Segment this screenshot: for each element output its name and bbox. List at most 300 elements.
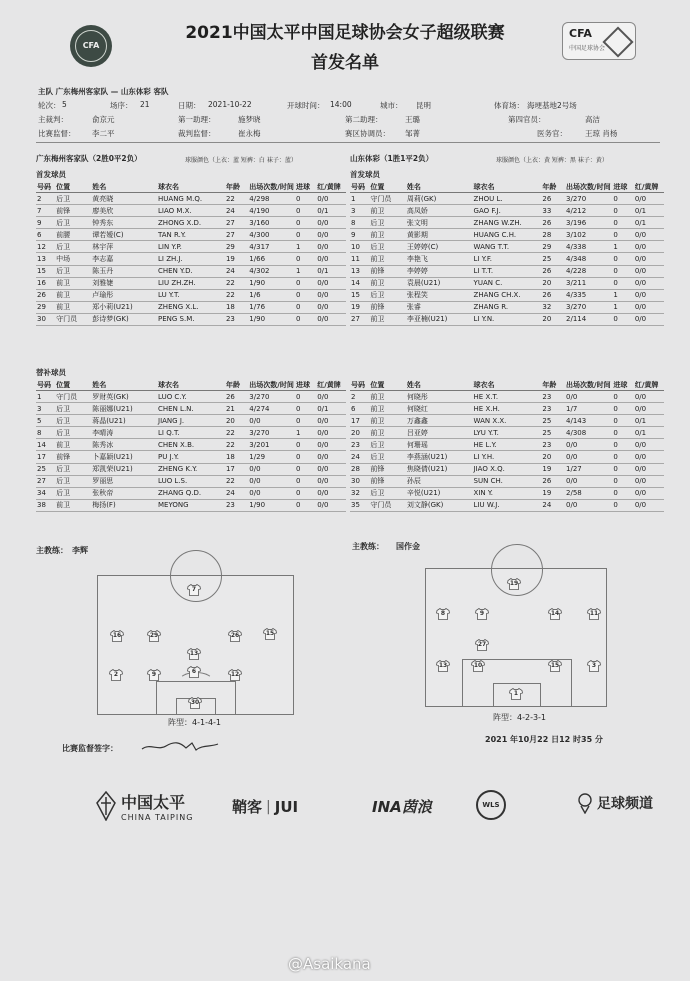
table-row [350,289,664,301]
player-shirt-icon [109,669,123,681]
table-cell: SUN CH. [473,475,542,487]
home-starters-table [36,181,346,326]
table-row [36,451,346,463]
table-row [36,439,346,451]
table-cell: 后卫 [369,439,406,451]
player-number: 14 [550,610,560,617]
table-cell: 29 [36,301,55,313]
table-cell: 0 [612,475,634,487]
table-row [36,415,346,427]
table-cell: 29 [541,241,565,253]
table-cell: 3 [350,205,369,217]
table-cell: 钟秀东 [91,217,157,229]
table-cell: 0/0 [634,451,664,463]
table-row [350,301,664,313]
table-cell: 4/338 [565,241,612,253]
table-cell: LU Y.T. [157,289,225,301]
table-header-row [350,181,664,193]
table-cell: 前锋 [369,475,406,487]
signature-label: 比赛监督签字： [62,744,118,753]
wls-logo-icon: WLS [476,790,506,820]
table-cell: LUO L.S. [157,475,225,487]
table-cell: 守门员 [369,193,406,205]
table-cell: 1/7 [565,403,612,415]
table-cell: 前腰 [55,229,91,241]
table-cell: 1 [295,241,316,253]
table-cell: 9 [36,217,55,229]
home-coach-label: 主教练： [36,546,68,555]
table-cell: 26 [541,217,565,229]
table-cell: 24 [225,205,248,217]
table-row [350,487,664,499]
table-cell: LIN Y.P. [157,241,225,253]
table-cell: CHEN Y.D. [157,265,225,277]
player-number: 27 [477,641,487,648]
sponsor-ina: INA茵浪 [372,798,432,816]
player-number: 9 [479,610,485,617]
table-cell: 前卫 [369,229,406,241]
table-cell: 0 [612,499,634,511]
player-shirt-icon [436,660,450,672]
table-cell: 前锋 [55,451,91,463]
commissioner-signature [140,737,220,757]
table-cell: 0 [612,229,634,241]
table-cell: 3/160 [248,217,295,229]
table-cell: 0 [612,427,634,439]
table-cell: 0/0 [316,439,346,451]
table-cell: 彭诗梦(GK) [91,313,157,325]
coordinator-label: 赛区协调员： [345,129,390,138]
table-cell: 后卫 [55,463,91,475]
table-cell: LI Q.T. [157,427,225,439]
table-cell: HE L.Y. [473,439,542,451]
player-number: 29 [149,632,159,639]
table-cell: 1/76 [248,301,295,313]
table-cell: 守门员 [55,391,91,403]
table-cell: 0/0 [248,487,295,499]
table-cell: LI Y.F. [473,253,542,265]
table-cell: 0/0 [634,241,664,253]
table-cell: 0 [612,205,634,217]
player-number: 1 [513,690,519,697]
table-row [36,277,346,289]
table-cell: 0 [295,439,316,451]
column-header: 年龄 [225,181,248,193]
teams-line: 主队 广东梅州客家队 — 山东体彩 客队 [38,87,169,96]
table-cell: 0/0 [634,487,664,499]
table-cell: 陈丽娜(U21) [91,403,157,415]
table-cell: 0 [612,391,634,403]
table-cell: 20 [541,451,565,463]
table-cell: 0 [295,415,316,427]
table-cell: 郑凯荣(U21) [91,463,157,475]
column-header: 球衣名 [157,181,225,193]
table-row [36,391,346,403]
table-cell: 0 [295,499,316,511]
column-header: 进球 [295,181,316,193]
table-cell: 23 [541,391,565,403]
column-header: 号码 [36,181,55,193]
table-cell: 35 [350,499,369,511]
player-shirt-icon [475,639,489,651]
table-cell: 24 [225,265,248,277]
table-cell: 后卫 [55,427,91,439]
table-cell: ZHANG W.ZH. [473,217,542,229]
table-cell: 后卫 [369,289,406,301]
table-cell: 2 [350,391,369,403]
table-row [350,415,664,427]
table-cell: 17 [225,463,248,475]
table-cell: 3/211 [565,277,612,289]
player-shirt-icon [475,608,489,620]
table-row [36,475,346,487]
table-header-row [36,181,346,193]
player-shirt-icon [436,608,450,620]
home-team-name: 广东梅州客家队（2胜0平2负） [36,154,142,163]
table-row [36,427,346,439]
table-row [36,265,346,277]
table-cell: 4/300 [248,229,295,241]
away-coach-label: 主教练： [352,542,384,551]
table-cell: 0/0 [316,193,346,205]
table-cell: LIU ZH.ZH. [157,277,225,289]
table-cell: 16 [36,277,55,289]
table-cell: 前锋 [369,265,406,277]
table-row [36,241,346,253]
table-cell: 3/270 [565,301,612,313]
table-cell: 19 [541,487,565,499]
table-cell: 0/0 [316,313,346,325]
table-cell: 0/0 [634,499,664,511]
ar1-value: 施梦晓 [238,115,261,124]
table-cell: 后卫 [369,241,406,253]
table-cell: 24 [541,499,565,511]
table-cell: 1 [295,427,316,439]
table-cell: 1 [36,391,55,403]
table-cell: 0 [295,253,316,265]
column-header: 出场次数/时间 [566,380,611,389]
date-value: 2021-10-22 [208,100,252,109]
table-cell: 4/143 [565,415,612,427]
table-cell: 3 [36,403,55,415]
table-cell: 20 [541,277,565,289]
table-cell: 孙辰 [406,475,473,487]
table-cell: 陈玉丹 [91,265,157,277]
table-cell: 22 [225,427,248,439]
table-cell: 4/308 [565,427,612,439]
table-cell: 7 [36,205,55,217]
table-cell: 0 [295,403,316,415]
table-cell: LIAO M.X. [157,205,225,217]
table-cell: 4/317 [248,241,295,253]
fourth-official-label: 第四官员： [508,115,546,124]
page-title: 2021中国太平中国足球协会女子超级联赛 [185,23,505,43]
away-coach-name: 国作金 [396,542,420,551]
table-cell: 25 [541,427,565,439]
watermark: @Asaikana [288,955,371,973]
table-cell: 后卫 [55,415,91,427]
player-shirt-icon [548,660,562,672]
kickoff-label: 开球时间： [287,101,325,110]
china-taiping-logo-icon [95,791,117,821]
column-header: 出场次数/时间 [566,182,611,191]
table-cell: 0/1 [634,427,664,439]
player-number: 15 [265,630,275,637]
table-cell: 廖美欣 [91,205,157,217]
table-cell: LI Y.N. [473,313,542,325]
table-cell: 26 [541,475,565,487]
table-cell: 21 [225,403,248,415]
player-number: 7 [191,586,197,593]
assessor-label: 裁判监督： [178,129,216,138]
player-number: 2 [113,671,119,678]
table-cell: XIN Y. [473,487,542,499]
table-cell: 4/228 [565,265,612,277]
medical-label: 医务官： [537,129,567,138]
table-cell: 4/302 [248,265,295,277]
table-cell: HE X.H. [473,403,542,415]
player-number: 12 [230,671,240,678]
column-header: 进球 [612,181,634,193]
table-cell: 0/0 [316,451,346,463]
table-cell: 前卫 [369,427,406,439]
player-number: 13 [189,650,199,657]
table-cell: 17 [350,415,369,427]
table-cell: 李亚楠(U21) [406,313,473,325]
table-cell: LIU W.J. [473,499,542,511]
table-row [350,241,664,253]
table-cell: 张秋帝 [91,487,157,499]
table-cell: LI ZH.J. [157,253,225,265]
player-number: 26 [230,632,240,639]
table-cell: 3/102 [565,229,612,241]
player-shirt-icon [147,669,161,681]
table-cell: 25 [541,415,565,427]
referee-value: 俞京元 [92,115,115,124]
table-cell: YUAN C. [473,277,542,289]
table-cell: 2/58 [565,487,612,499]
table-cell: 梅扬(F) [91,499,157,511]
table-cell: 0 [612,265,634,277]
column-header: 红/黄牌 [316,181,346,193]
player-number: 13 [438,662,448,669]
table-cell: 0/1 [634,415,664,427]
table-cell: 刘文静(GK) [406,499,473,511]
table-cell: 黄亮晓 [91,193,157,205]
table-cell: 前卫 [369,253,406,265]
table-cell: 0/0 [565,451,612,463]
column-header: 红/黄牌 [634,379,664,391]
coordinator-value: 邹菁 [405,129,420,138]
city-value: 昆明 [416,101,431,110]
table-cell: 郑小莉(U21) [91,301,157,313]
table-cell: 15 [350,289,369,301]
table-row [350,439,664,451]
table-cell: 22 [225,289,248,301]
player-shirt-icon [228,630,242,642]
column-header: 姓名 [406,379,473,391]
table-cell: 陈秀冰 [91,439,157,451]
table-cell: 4/348 [565,253,612,265]
table-cell: 罗财英(GK) [91,391,157,403]
table-cell: 守门员 [55,313,91,325]
player-shirt-icon [507,578,521,590]
table-cell: PENG S.M. [157,313,225,325]
table-cell: 0/0 [316,301,346,313]
table-cell: ZHANG CH.X. [473,289,542,301]
table-cell: 后卫 [369,487,406,499]
table-cell: 何珊瑶 [406,439,473,451]
table-cell: PU J.Y. [157,451,225,463]
table-cell: GAO F.J. [473,205,542,217]
table-cell: 1/90 [248,499,295,511]
table-cell: 0 [295,487,316,499]
table-cell: 0/0 [316,463,346,475]
referee-label: 主裁判： [38,115,68,124]
table-cell: 0 [295,301,316,313]
table-row [350,217,664,229]
table-cell: 1 [612,301,634,313]
table-cell: 22 [225,193,248,205]
table-cell: 0/1 [316,403,346,415]
commissioner-label: 比赛监督： [38,129,76,138]
away-starters-table [350,181,664,326]
table-cell: 27 [225,229,248,241]
table-cell: 28 [350,463,369,475]
home-coach-name: 李辉 [72,546,88,555]
table-cell: 0/0 [634,391,664,403]
table-cell: JIAO X.Q. [473,463,542,475]
column-header: 位置 [55,379,91,391]
table-cell: 8 [36,427,55,439]
match-no-label: 场序： [110,101,133,110]
table-cell: 6 [36,229,55,241]
table-cell: 26 [541,289,565,301]
player-shirt-icon [187,648,201,660]
player-shirt-icon [471,660,485,672]
table-row [350,253,664,265]
player-number: 16 [112,632,122,639]
table-cell: 前卫 [55,277,91,289]
table-row [350,475,664,487]
divider [36,142,660,143]
table-cell: HE X.T. [473,391,542,403]
table-cell: 前卫 [369,313,406,325]
table-cell: ZHENG X.L. [157,301,225,313]
away-formation-label: 阵型：4-2-3-1 [493,713,547,722]
table-cell: 28 [541,229,565,241]
table-row [350,277,664,289]
table-cell: 26 [541,193,565,205]
table-cell: 0/0 [634,265,664,277]
table-cell: 何晓红 [406,403,473,415]
table-cell: 0 [295,289,316,301]
table-row [36,205,346,217]
table-cell: 吕亚婷 [406,427,473,439]
player-shirt-icon [187,584,201,596]
table-cell: 25 [541,253,565,265]
player-number: 6 [191,668,197,675]
table-cell: 26 [541,265,565,277]
table-cell: 0/0 [634,463,664,475]
table-cell: 守门员 [369,499,406,511]
table-cell: 0/0 [316,391,346,403]
table-cell: 0/0 [565,439,612,451]
column-header: 号码 [350,379,369,391]
table-cell: 32 [350,487,369,499]
home-starting-heading: 首发球员 [36,170,66,179]
table-row [36,301,346,313]
table-cell: 4/212 [565,205,612,217]
table-cell: 后卫 [55,265,91,277]
away-subs-table [350,379,664,512]
sponsor-china-taiping: 中国太平 CHINA TAIPING [95,790,193,822]
table-cell: 后卫 [55,487,91,499]
table-row [350,229,664,241]
table-cell: 后卫 [55,475,91,487]
table-cell: 4/335 [565,289,612,301]
table-cell: 卜嘉颖(U21) [91,451,157,463]
player-number: 3 [591,662,597,669]
table-row [350,265,664,277]
table-cell: 0 [295,463,316,475]
player-number: 9 [151,671,157,678]
table-cell: 0/0 [634,193,664,205]
table-cell: 11 [350,253,369,265]
table-cell: 18 [225,451,248,463]
table-cell: 1 [350,193,369,205]
column-header: 位置 [55,181,91,193]
player-shirt-icon [187,666,201,678]
player-number: 15 [550,662,560,669]
ar2-value: 王璐 [405,115,420,124]
table-cell: 何晓彤 [406,391,473,403]
table-cell: 30 [350,475,369,487]
player-shirt-icon [110,630,124,642]
date-label: 日期： [178,101,201,110]
assessor-value: 崔永梅 [238,129,261,138]
column-header: 年龄 [541,181,565,193]
table-cell: 0 [295,217,316,229]
table-cell: 25 [36,463,55,475]
table-cell: 张睿 [406,301,473,313]
table-cell: 0/0 [634,475,664,487]
table-cell: 5 [36,415,55,427]
table-cell: 0/0 [316,217,346,229]
table-row [350,463,664,475]
table-cell: 高凤娇 [406,205,473,217]
table-cell: 0 [612,439,634,451]
table-cell: 0/0 [316,241,346,253]
table-cell: 0/1 [634,205,664,217]
table-cell: 1/29 [248,451,295,463]
table-cell: 王婷婷(C) [406,241,473,253]
table-cell: 0/0 [316,499,346,511]
table-cell: 22 [225,475,248,487]
home-subs-table [36,379,346,512]
timestamp: 2021 年10月22 日12 时35 分 [485,735,603,744]
column-header: 球衣名 [473,379,542,391]
table-cell: 23 [350,439,369,451]
table-cell: WAN X.X. [473,415,542,427]
table-cell: 3/196 [565,217,612,229]
table-cell: TAN R.Y. [157,229,225,241]
table-cell: 后卫 [55,403,91,415]
table-cell: 0 [295,277,316,289]
table-row [350,313,664,325]
table-cell: 3/270 [248,391,295,403]
table-cell: 中场 [55,253,91,265]
